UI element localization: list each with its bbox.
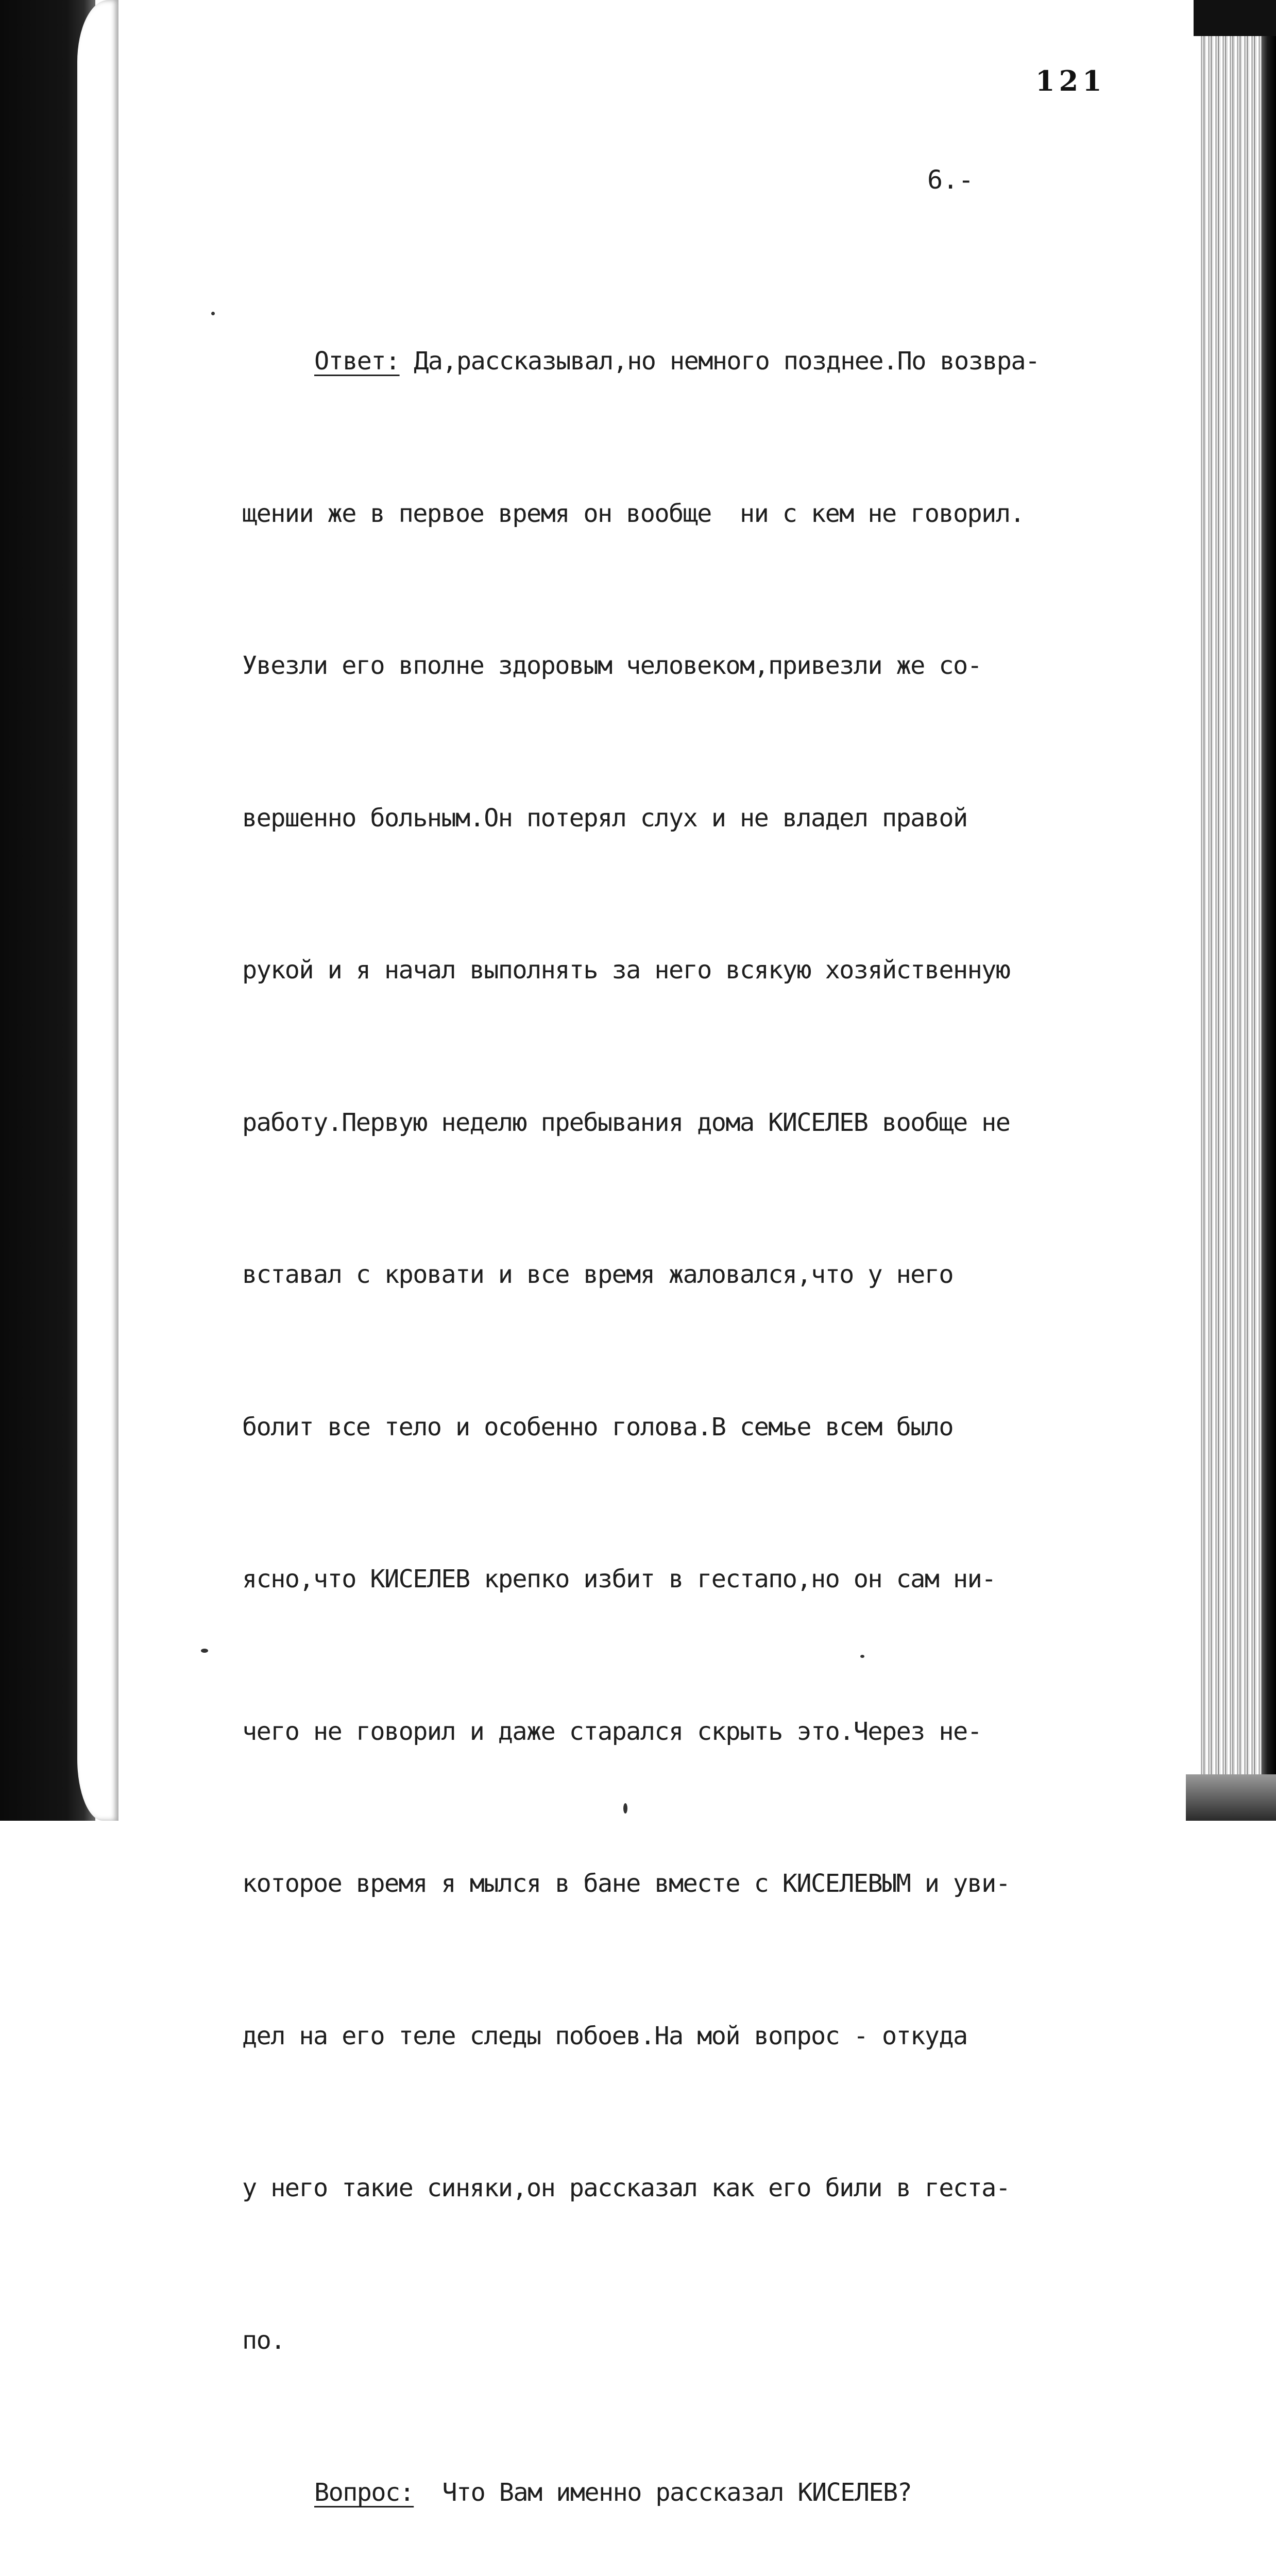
text-line: работу.Первую неделю пребывания дома КИСЕЛЕВ вообще не (242, 1108, 1010, 1137)
ink-speck (211, 312, 215, 315)
text-line: рукой и я начал выполнять за него всякую хозяйственную (242, 956, 1010, 985)
page-stack-shadow (1262, 0, 1276, 1821)
ink-speck (860, 1655, 864, 1658)
text-line: Увезли его вполне здоровым человеком,привезли же со- (242, 651, 982, 680)
text-line: ясно,что КИСЕЛЕВ крепко избит в гестапо,но он сам ни- (242, 1565, 996, 1594)
text-line: вершенно больным.Он потерял слух и не владел правой (242, 803, 967, 833)
page-curl (77, 0, 118, 1821)
text-line: вставал с кровати и все время жаловался,что у него (242, 1260, 953, 1289)
question-label: Вопрос: (314, 2478, 414, 2507)
text-line: болит все тело и особенно голова.В семье всем было (242, 1412, 953, 1442)
text-line: чего не говорил и даже старался скрыть это.Через не- (242, 1717, 982, 1746)
page-stack-bottom (1186, 1774, 1276, 1821)
text-line: которое время я мылся в бане вместе с КИСЕЛЕВЫМ и уви- (242, 1869, 1010, 1898)
answer-label: Ответ: (314, 347, 400, 376)
text-line: щении же в первое время он вообще ни с кем не говорил. (242, 499, 1024, 528)
document-body (242, 234, 1195, 2576)
page-stack-top (1194, 0, 1276, 36)
ink-speck (623, 1803, 627, 1814)
ink-speck (201, 1649, 208, 1653)
text-line: по. (242, 2326, 285, 2355)
text-line: у него такие синяки,он рассказал как его били в геста- (242, 2174, 1010, 2202)
text-line: Вопрос: Что Вам именно рассказал КИСЕЛЕВ? (314, 2478, 912, 2507)
page-number: 121 (1035, 64, 1106, 97)
text-line: Ответ: Да,рассказывал,но немного позднее.По возвра- (314, 347, 1040, 376)
text-line: дел на его теле следы побоев.На мой вопрос - откуда (242, 2021, 967, 2050)
sheet-number: 6.- (927, 165, 974, 195)
